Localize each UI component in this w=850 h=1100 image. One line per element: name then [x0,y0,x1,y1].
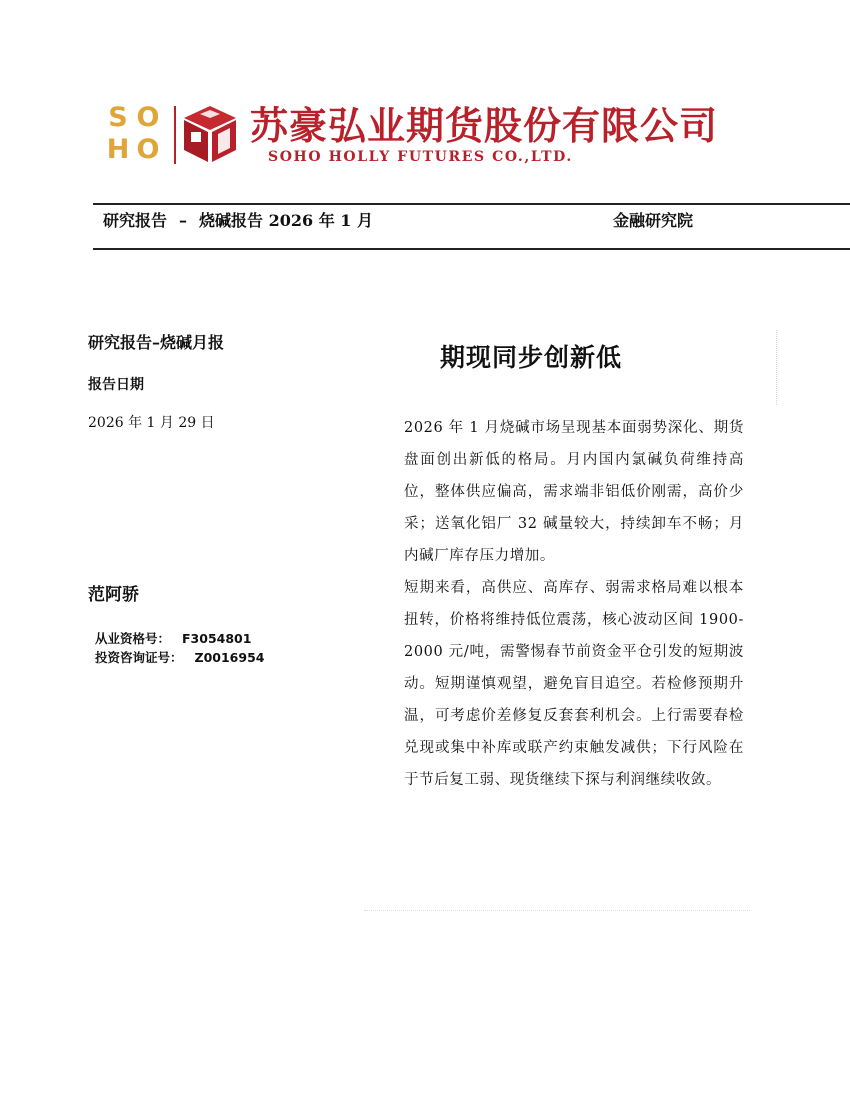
header-separator: – [179,211,188,230]
credential-label: 投资咨询证号： [95,650,183,665]
company-name-cn: 苏豪弘业期货股份有限公司 [250,103,719,148]
report-type: 研究报告 [103,211,168,230]
header-rule-bottom [93,248,850,250]
credential-value: Z0016954 [194,650,265,665]
soho-logo-mark [104,104,164,164]
analyst-name: 范阿骄 [88,585,139,605]
company-name-en: SOHO HOLLY FUTURES CO.,LTD. [268,149,573,165]
report-header [103,209,373,233]
report-title: 烧碱报告 2026 年 1 月 [199,211,373,230]
logo-letter: H [106,134,130,165]
date-label: 报告日期 [88,377,144,393]
logo-letter: S [108,102,128,133]
report-date: 2026 年 1 月 29 日 [88,415,215,431]
logo-divider [174,106,176,164]
qualification-number [95,629,251,647]
dotted-divider-vertical [776,330,777,405]
main-title: 期现同步创新低 [440,343,623,372]
logo-letter: O [136,134,160,165]
credential-label: 从业资格号： [95,631,171,646]
credential-value: F3054801 [182,631,252,646]
body-paragraph: 2026 年 1 月烧碱市场呈现基本面弱势深化、期货盘面创出新低的格局。月内国内氯碱负荷维持高位，整体供应偏高，需求端非铝低价刚需，高价少采；送氧化铝厂 32 碱量较大，持续卸车不畅；月内碱厂库存压力增加。 [404,420,744,564]
report-kind: 研究报告–烧碱月报 [88,333,225,352]
header-rule-top [93,203,850,205]
logo-cube-icon [182,104,238,164]
report-body [404,412,744,796]
dotted-divider-bottom [364,910,750,911]
consulting-certificate-number [95,648,264,666]
body-paragraph: 短期来看，高供应、高库存、弱需求格局难以根本扭转，价格将维持低位震荡，核心波动区间 1900-2000 元/吨，需警惕春节前资金平仓引发的短期波动。短期谨慎观望，避免盲目追空。若检修预期升温，可考虑价差修复反套套利机会。上行需要春检兑现或集中补库或联产约束触发减供；下行风险在于节后复工弱、现货继续下探与利润继续收敛。 [404,580,744,788]
institute-name: 金融研究院 [613,211,694,230]
logo-letter: O [136,102,160,133]
